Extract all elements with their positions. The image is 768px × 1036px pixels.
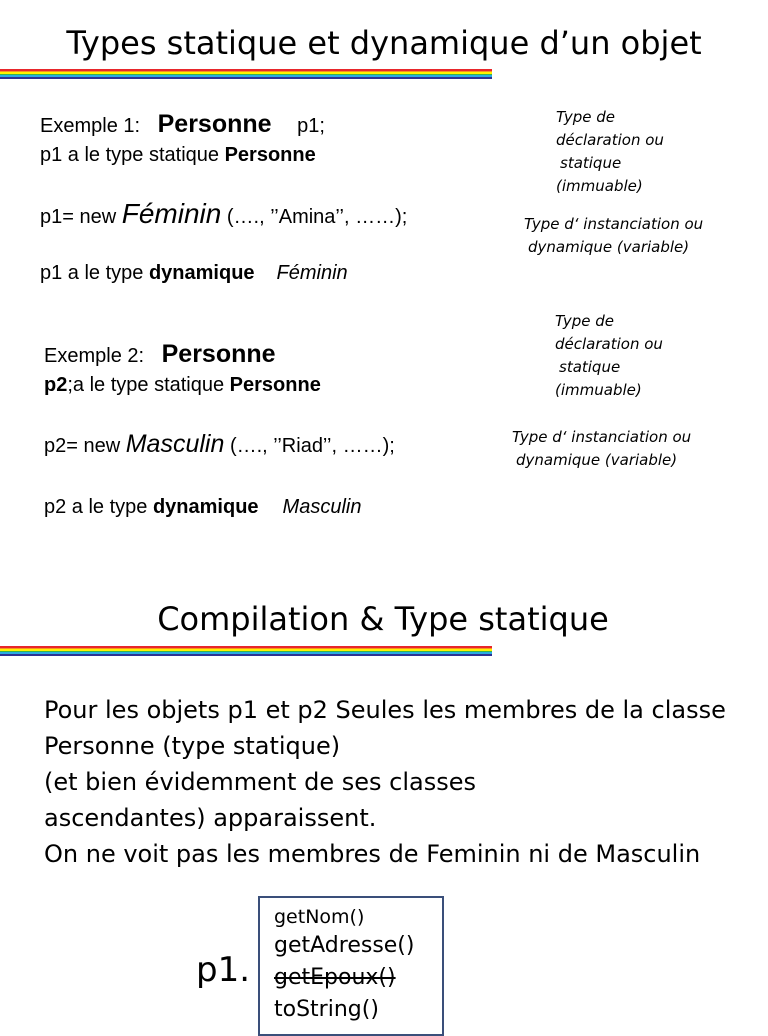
- example2-new-line: [44, 430, 395, 459]
- paragraph-line: ascendantes) apparaissent.: [44, 804, 377, 832]
- object-label: p1.: [196, 950, 251, 990]
- example1-new-args: (…., ’’Amina’’, ……);: [221, 206, 408, 228]
- autocomplete-methods-box: [258, 896, 444, 1036]
- example2-static-type: Personne: [229, 374, 321, 396]
- example1-dyn-type: Féminin: [276, 262, 348, 284]
- example2-dyn-text: p2 a le type: [44, 496, 153, 518]
- example2-static-var: p2: [44, 374, 68, 396]
- note-decl-line4: (immuable): [556, 177, 643, 195]
- example1-heading: [40, 110, 325, 139]
- example1-class: Personne: [157, 110, 272, 138]
- note-instanciation-2: [512, 426, 691, 472]
- note-decl-line1: Type de: [555, 312, 615, 330]
- note-declaration-2: [555, 310, 663, 402]
- example2-label: Exemple 2:: [44, 345, 145, 367]
- paragraph-line: On ne voit pas les membres de Feminin ni de Masculin: [44, 840, 701, 868]
- paragraph-line: (et bien évidemment de ses classes: [44, 768, 476, 796]
- example1-new-class: Féminin: [121, 198, 222, 229]
- example1-dynamic-line: [40, 262, 348, 285]
- example1-new-text: p1= new: [40, 206, 122, 228]
- note-declaration-1: [556, 106, 664, 198]
- note-inst-line2: dynamique (variable): [516, 451, 678, 469]
- example2-dyn-type: Masculin: [282, 496, 362, 518]
- method-item: getNom(): [274, 906, 365, 928]
- example2-dynamic-line: [44, 496, 361, 519]
- paragraph-line: Pour les objets p1 et p2 Seules les membres de la classe: [44, 696, 726, 724]
- example1-new-line: [40, 198, 407, 230]
- paragraph-line: Personne (type statique): [44, 732, 341, 760]
- note-decl-line2: déclaration ou: [556, 131, 664, 149]
- example2-dyn-word: dynamique: [152, 496, 259, 518]
- example2-heading: [44, 340, 276, 369]
- note-inst-line1: Type d‘ instanciation ou: [524, 215, 704, 233]
- method-item: toString(): [274, 997, 379, 1022]
- example1-var: p1;: [297, 115, 325, 137]
- note-decl-line2: déclaration ou: [555, 335, 663, 353]
- example2-class: Personne: [161, 340, 276, 368]
- method-item: getAdresse(): [274, 933, 415, 958]
- note-decl-line4: (immuable): [555, 381, 642, 399]
- title-underline: [0, 69, 492, 79]
- example1-dyn-text: p1 a le type: [40, 262, 149, 284]
- method-item-struck: getEpoux(): [274, 965, 396, 990]
- note-inst-line1: Type d‘ instanciation ou: [512, 428, 692, 446]
- note-inst-line2: dynamique (variable): [528, 238, 690, 256]
- example2-static-line: [44, 374, 321, 397]
- slide1-title: Types statique et dynamique d’un objet: [66, 24, 702, 62]
- example2-new-class: Masculin: [125, 430, 225, 458]
- example1-label: Exemple 1:: [40, 115, 141, 137]
- note-decl-line3: statique: [559, 358, 621, 376]
- example1-static-type: Personne: [224, 144, 316, 166]
- example2-new-args: (…., ’’Riad’’, ……);: [224, 435, 395, 457]
- example2-static-text: ;a le type statique: [67, 374, 230, 396]
- note-decl-line3: statique: [560, 154, 622, 172]
- note-decl-line1: Type de: [556, 108, 616, 126]
- example1-static-text: p1 a le type statique: [40, 144, 225, 166]
- slide2-title: Compilation & Type statique: [157, 600, 609, 638]
- example1-static-line: [40, 144, 316, 167]
- example1-dyn-word: dynamique: [148, 262, 255, 284]
- example2-new-text: p2= new: [44, 435, 126, 457]
- note-instanciation-1: [524, 213, 703, 259]
- explanation-paragraph: [44, 692, 726, 872]
- title-underline: [0, 646, 492, 656]
